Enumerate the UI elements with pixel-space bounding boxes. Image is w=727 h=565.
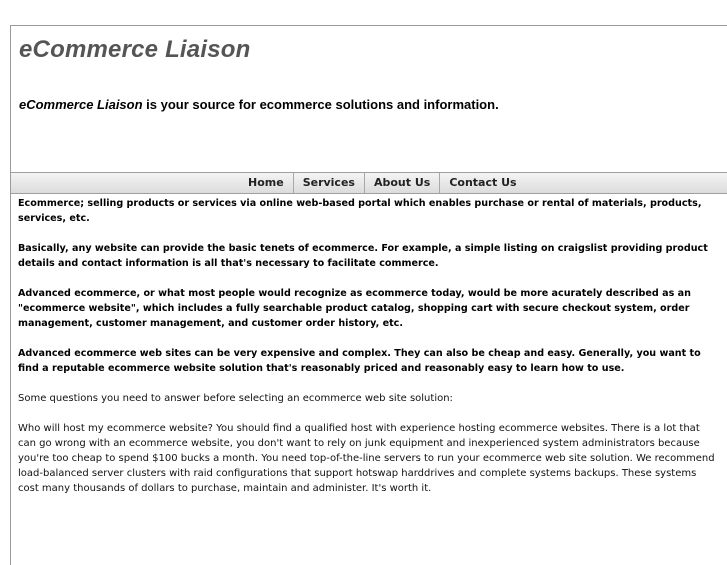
- nav-services-link[interactable]: Services: [294, 173, 365, 193]
- nav-menu: [239, 173, 526, 193]
- main-nav: [11, 172, 727, 194]
- tagline-text: is your source for ecommerce solutions and information.: [142, 97, 499, 112]
- nav-about-us-link[interactable]: About Us: [365, 173, 440, 193]
- page-frame: [10, 25, 727, 565]
- content-paragraph: Basically, any website can provide the basic tenets of ecommerce. For example, a simple listing on craigslist providing product details and contact information is all that's necessary to facilitate commerce.: [18, 243, 708, 269]
- content-paragraph: Advanced ecommerce, or what most people would recognize as ecommerce today, would be more acurately described as an "ecommerce website", which includes a fully searchable product catalog, shopping cart with secure checkout system, order management, customer management, and customer order history, etc.: [18, 288, 691, 329]
- main-content: [18, 196, 718, 511]
- content-paragraph: Some questions you need to answer before selecting an ecommerce web site solution:: [18, 393, 453, 404]
- nav-contact-us-link[interactable]: Contact Us: [449, 176, 517, 189]
- content-paragraph: Ecommerce; selling products or services via online web-based portal which enables purchase or rental of materials, products, services, etc.: [18, 198, 702, 224]
- nav-home-link[interactable]: Home: [239, 173, 294, 193]
- content-paragraph: Advanced ecommerce web sites can be very expensive and complex. They can also be cheap and easy. Generally, you want to find a reputable ecommerce website solution that's reasonably priced and reasonably easy to learn how to use.: [18, 348, 701, 374]
- tagline-brand: eCommerce Liaison: [19, 97, 143, 112]
- content-paragraph: Who will host my ecommerce website? You should find a qualified host with experience hosting ecommerce websites. There is a lot that can go wrong with an ecommerce website, you don't want to rely on junk equipment and inexperienced system administrators because you're too cheap to spend $100 bucks a month. You need top-of-the-line servers to run your ecommerce web site solution. We recommend load-balanced server clusters with raid configurations that support hotswap harddrives and complete systems backups. These systems cost many thousands of dollars to purchase, maintain and administer. It's worth it.: [18, 423, 715, 494]
- site-tagline: [19, 97, 499, 112]
- site-title: eCommerce Liaison: [19, 36, 251, 63]
